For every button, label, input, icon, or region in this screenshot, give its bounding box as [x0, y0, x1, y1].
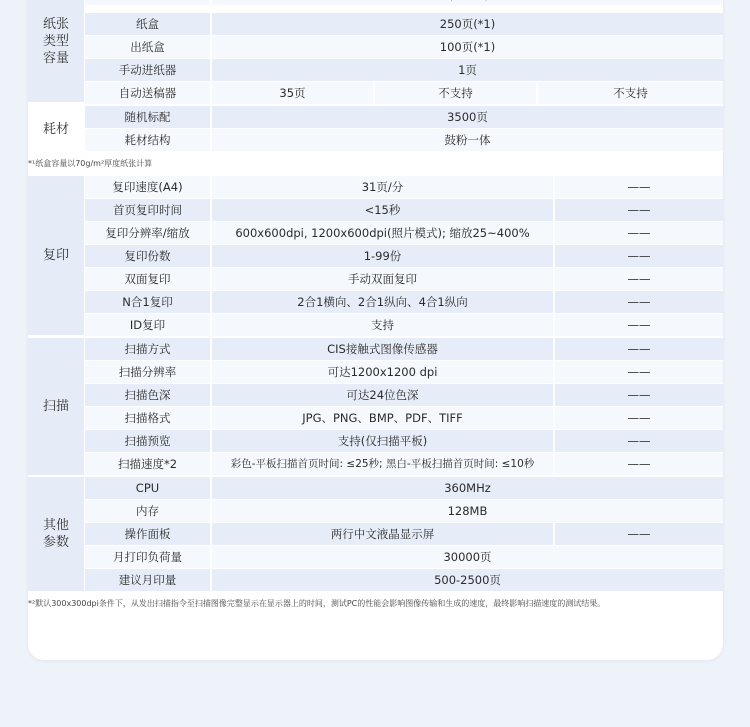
footnote-2: *²默认300x300dpi条件下，从发出扫描指令至扫描图像完整显示在显示器上的时间，测试PC的性能会影响图像传输和生成的速度，最终影响扫描速度的测试结果。 [28, 599, 606, 608]
row-label: 复印份数 [85, 245, 212, 267]
row-side: —— [627, 388, 651, 402]
row-label: 纸盒 [85, 13, 212, 35]
row-label: 扫描方式 [85, 338, 212, 360]
row-value: 360MHz [444, 481, 491, 495]
spec-card [28, 0, 723, 660]
table-row [85, 106, 723, 128]
row-value: 30000页 [443, 550, 492, 564]
table-row [85, 453, 723, 475]
row-value [212, 0, 723, 5]
row-value: 31页/分 [212, 176, 555, 198]
row-label: 复印分辨率/缩放 [85, 222, 212, 244]
row-label: 双面复印 [85, 268, 212, 290]
row-value: 两行中文液晶显示屏 [212, 523, 555, 545]
row-label: 建议月印量 [85, 569, 212, 591]
row-value: 支持(仅扫描平板) [212, 430, 555, 452]
row-side: —— [627, 457, 651, 471]
row-label: N合1复印 [85, 291, 212, 313]
row-value: 500-2500页 [434, 573, 501, 587]
row-side: —— [627, 272, 651, 286]
row-value: 手动双面复印 [212, 268, 555, 290]
table-row [85, 407, 723, 429]
row-label: 手动进纸器 [85, 59, 212, 81]
row-label: 出纸盒 [85, 36, 212, 58]
category-copy: 复印 [28, 176, 84, 335]
row-label: 操作面板 [85, 523, 212, 545]
category-other: 其他 参数 [28, 477, 84, 591]
table-row [85, 0, 723, 5]
table-row [85, 500, 723, 522]
row-value: 100页(*1) [439, 40, 496, 54]
table-row [85, 36, 723, 58]
table-row [85, 338, 723, 360]
row-label: 内存 [85, 500, 212, 522]
row-value: JPG、PNG、BMP、PDF、TIFF [212, 407, 555, 429]
row-label: 首页复印时间 [85, 199, 212, 221]
table-row [85, 384, 723, 406]
row-value: 不支持 [613, 86, 648, 100]
row-label [85, 0, 212, 5]
table-row [85, 82, 723, 104]
row-value: 3500页 [447, 110, 488, 124]
row-side: —— [627, 527, 651, 541]
row-value: 600x600dpi, 1200x600dpi(照片模式); 缩放25~400% [212, 222, 555, 244]
table-row [85, 245, 723, 267]
row-label: 扫描预览 [85, 430, 212, 452]
row-side: —— [627, 342, 651, 356]
row-value: 可达1200x1200 dpi [212, 361, 555, 383]
footnote-1: *¹纸盒容量以70g/m²厚度纸张计算 [28, 159, 153, 168]
row-value: 不支持 [375, 82, 538, 104]
row-value: 128MB [447, 504, 488, 518]
table-row [85, 477, 723, 499]
table-row [85, 361, 723, 383]
table-row [85, 569, 723, 591]
category-consumables: 耗材 [28, 106, 84, 152]
row-label: 复印速度(A4) [85, 176, 212, 198]
row-label: 扫描速度*2 [85, 453, 212, 475]
row-side: —— [627, 365, 651, 379]
table-row [85, 176, 723, 198]
row-value: 1页 [458, 63, 477, 77]
row-label: 耗材结构 [85, 129, 212, 151]
table-row [85, 291, 723, 313]
table-row [85, 523, 723, 545]
category-scan: 扫描 [28, 338, 84, 475]
row-side: —— [627, 203, 651, 217]
row-value: CIS接触式图像传感器 [212, 338, 555, 360]
row-value: 彩色-平板扫描首页时间: ≤25秒; 黑白-平板扫描首页时间: ≤10秒 [212, 453, 555, 475]
row-side: —— [627, 249, 651, 263]
row-value: 2合1横向、2合1纵向、4合1纵向 [212, 291, 555, 313]
row-label: 扫描格式 [85, 407, 212, 429]
table-row [85, 59, 723, 81]
row-value: 可达24位色深 [212, 384, 555, 406]
table-row [85, 546, 723, 568]
row-label: 月打印负荷量 [85, 546, 212, 568]
row-side: —— [627, 318, 651, 332]
table-row [85, 199, 723, 221]
row-label: 自动送稿器 [85, 82, 212, 104]
row-label: 扫描色深 [85, 384, 212, 406]
row-value: 35页 [212, 82, 375, 104]
table-row [85, 314, 723, 336]
category-paper: 纸张 类型 容量 [28, 0, 84, 102]
row-value: <15秒 [212, 199, 555, 221]
row-label: ID复印 [85, 314, 212, 336]
row-value: 鼓粉一体 [444, 133, 491, 147]
table-row [85, 430, 723, 452]
row-label: 扫描分辨率 [85, 361, 212, 383]
row-side: —— [627, 411, 651, 425]
table-row [85, 222, 723, 244]
row-side: —— [627, 434, 651, 448]
row-side: —— [627, 180, 651, 194]
table-row [85, 13, 723, 35]
row-side: —— [627, 226, 651, 240]
row-label: CPU [85, 477, 212, 499]
table-row [85, 268, 723, 290]
row-label: 随机标配 [85, 106, 212, 128]
row-value: 1-99份 [212, 245, 555, 267]
table-row [85, 129, 723, 151]
row-value: 250页(*1) [439, 17, 496, 31]
row-side: —— [627, 295, 651, 309]
row-value: 支持 [212, 314, 555, 336]
